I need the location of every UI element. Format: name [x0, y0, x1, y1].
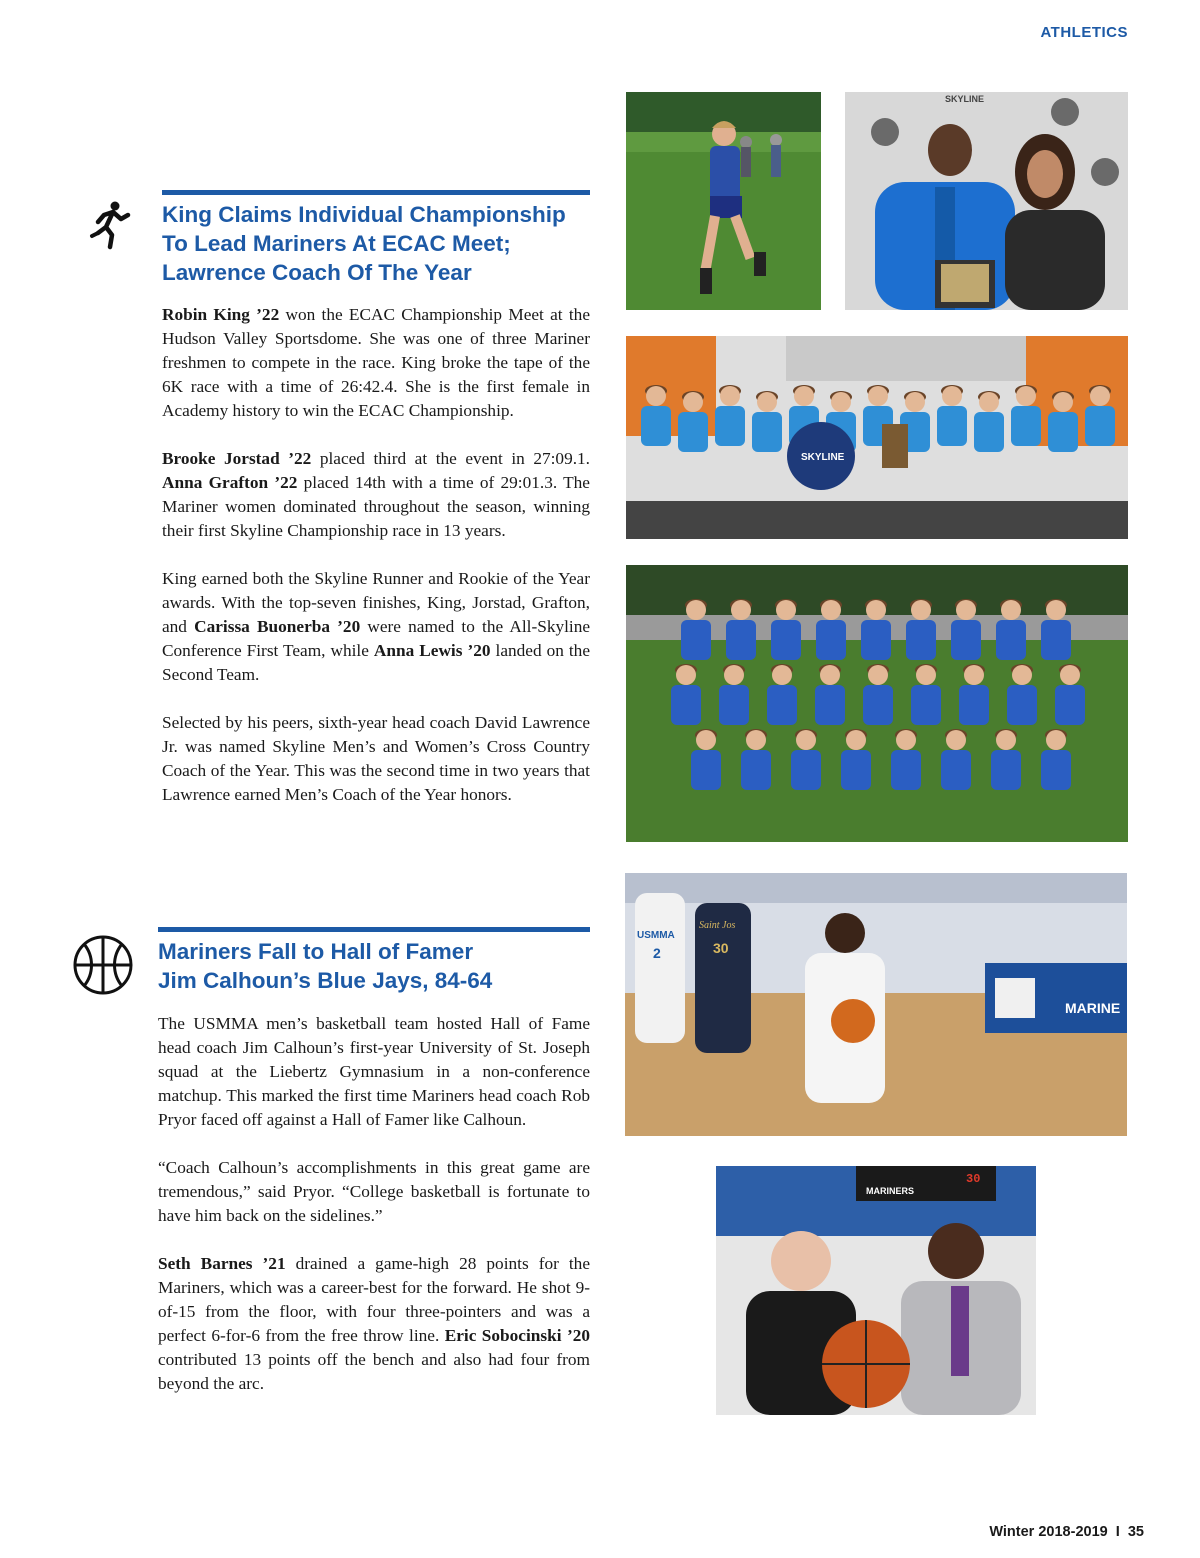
bold-name: Robin King ’22	[162, 305, 280, 324]
person-figure	[757, 392, 777, 412]
section-tag: ATHLETICS	[1040, 24, 1128, 41]
photo-coaches-basketball	[716, 1166, 1036, 1415]
photo-coach-award	[845, 92, 1128, 310]
person-figure	[1041, 750, 1071, 790]
person-figure	[841, 750, 871, 790]
opponent-jersey-text: Saint Jos	[699, 920, 736, 931]
article1-body	[162, 303, 590, 831]
person-figure	[991, 750, 1021, 790]
photo-runner	[626, 92, 821, 310]
opponent-jersey-number: 30	[713, 940, 729, 956]
person-figure	[676, 665, 696, 685]
footer-separator: I	[1115, 1524, 1120, 1540]
person-figure	[1012, 665, 1032, 685]
scoreboard-label: MARINERS	[866, 1186, 915, 1196]
person-figure	[964, 665, 984, 685]
person-figure	[937, 406, 967, 446]
bold-name: Anna Grafton ’22	[162, 473, 298, 492]
runner-icon	[88, 200, 134, 250]
person-figure	[942, 386, 962, 406]
gym-banner-text: MARINE	[1065, 1000, 1121, 1016]
person-figure	[1085, 406, 1115, 446]
person-figure	[831, 392, 851, 412]
person-figure	[1060, 665, 1080, 685]
person-figure	[741, 750, 771, 790]
article2-paragraph: The USMMA men’s basketball team hosted Hall of Fame head coach Jim Calhoun’s first-year University of St. Joseph squad at the Liebertz Gymnasium in a non-conference matchup. This marked the first time Mariners head coach Rob Pryor faced off against a Hall of Famer like Calhoun.	[158, 1014, 590, 1129]
person-figure	[791, 750, 821, 790]
person-figure	[641, 406, 671, 446]
person-figure	[1046, 600, 1066, 620]
person-figure	[686, 600, 706, 620]
person-figure	[861, 620, 891, 660]
person-figure	[821, 600, 841, 620]
person-figure	[956, 600, 976, 620]
person-figure	[863, 685, 893, 725]
person-figure	[719, 685, 749, 725]
person-figure	[959, 685, 989, 725]
backdrop-logo-text: SKYLINE	[945, 94, 985, 104]
bold-name: Seth Barnes ’21	[158, 1254, 286, 1273]
person-figure	[974, 412, 1004, 452]
person-figure	[796, 730, 816, 750]
person-figure	[916, 665, 936, 685]
headline-line: Jim Calhoun’s Blue Jays, 84-64	[158, 968, 493, 993]
person-figure	[815, 685, 845, 725]
person-figure	[646, 386, 666, 406]
page-number: 35	[1127, 1524, 1144, 1540]
person-figure	[691, 750, 721, 790]
bold-name: Carissa Buonerba ’20	[194, 617, 361, 636]
photo-womens-team	[626, 336, 1128, 539]
person-figure	[996, 620, 1026, 660]
person-figure	[868, 386, 888, 406]
person-figure	[846, 730, 866, 750]
person-figure	[772, 665, 792, 685]
person-figure	[1048, 412, 1078, 452]
person-figure	[1053, 392, 1073, 412]
person-figure	[866, 600, 886, 620]
person-figure	[1041, 620, 1071, 660]
photo-team-grass	[626, 565, 1128, 842]
person-figure	[1090, 386, 1110, 406]
person-figure	[896, 730, 916, 750]
person-figure	[1016, 386, 1036, 406]
page-footer	[989, 1524, 1144, 1540]
bold-name: Brooke Jorstad ’22	[162, 449, 312, 468]
person-figure	[941, 750, 971, 790]
headline-line: Mariners Fall to Hall of Famer	[158, 939, 474, 964]
article2-body	[158, 1012, 590, 1420]
person-figure	[794, 386, 814, 406]
photo-basketball-game	[625, 873, 1127, 1136]
jersey-number: 2	[653, 945, 661, 961]
person-figure	[696, 730, 716, 750]
bold-name: Eric Sobocinski ’20	[444, 1326, 590, 1345]
person-figure	[906, 620, 936, 660]
basketball-icon	[72, 934, 134, 996]
person-figure	[1001, 600, 1021, 620]
article2-paragraph: “Coach Calhoun’s accomplishments in this great game are tremendous,” said Pryor. “College basketball is fortunate to have him back on the sidelines.”	[158, 1158, 590, 1225]
article2-paragraph: Seth Barnes ’21 drained a game-high 28 points for the Mariners, which was a career-best for the forward. He shot 9-of-15 from the floor, with four three-pointers and was a perfect 6-for-6 from the free throw line. Eric Sobocinski ’20 contributed 13 points off the bench and also had four from beyond the arc.	[158, 1254, 590, 1393]
person-figure	[1011, 406, 1041, 446]
person-figure	[996, 730, 1016, 750]
person-figure	[1007, 685, 1037, 725]
person-figure	[681, 620, 711, 660]
person-figure	[816, 620, 846, 660]
person-figure	[720, 386, 740, 406]
person-figure	[771, 620, 801, 660]
person-figure	[746, 730, 766, 750]
issue-label: Winter 2018-2019	[989, 1524, 1108, 1540]
person-figure	[715, 406, 745, 446]
person-figure	[678, 412, 708, 452]
article2-rule	[158, 927, 590, 932]
person-figure	[776, 600, 796, 620]
person-figure	[979, 392, 999, 412]
article1-paragraph: Brooke Jorstad ’22 placed third at the event in 27:09.1. Anna Grafton ’22 placed 14th with a time of 29:01.3. The Mariner women dominated throughout the season, winning their first Skyline Championship race in 13 years.	[162, 449, 590, 540]
person-figure	[820, 665, 840, 685]
headline-line: King Claims Individual Championship	[162, 202, 566, 227]
bold-name: Anna Lewis ’20	[373, 641, 491, 660]
medallion-text: SKYLINE	[801, 452, 845, 463]
person-figure	[868, 665, 888, 685]
headline-line: Lawrence Coach Of The Year	[162, 260, 472, 285]
jersey-text: USMMA	[637, 930, 675, 941]
person-figure	[731, 600, 751, 620]
person-figure	[671, 685, 701, 725]
person-figure	[1046, 730, 1066, 750]
person-figure	[752, 412, 782, 452]
person-figure	[767, 685, 797, 725]
person-figure	[946, 730, 966, 750]
person-figure	[911, 600, 931, 620]
article1-paragraph: King earned both the Skyline Runner and Rookie of the Year awards. With the top-seven finishes, King, Jorstad, Grafton, and Carissa Buonerba ’20 were named to the All-Skyline Conference First Team, while Anna Lewis ’20 landed on the Second Team.	[162, 569, 591, 684]
article1-paragraph: Selected by his peers, sixth-year head coach David Lawrence Jr. was named Skyline Men’s and Women’s Cross Country Coach of the Year. This was the second time in two years that Lawrence earned Men’s Coach of the Year honors.	[162, 713, 590, 804]
scoreboard-score: 30	[966, 1172, 981, 1186]
person-figure	[891, 750, 921, 790]
person-figure	[683, 392, 703, 412]
article1-paragraph: Robin King ’22 won the ECAC Championship Meet at the Hudson Valley Sportsdome. She was one of three Mariner freshmen to compete in the race. King broke the tape of the 6K race with a time of 26:42.4. She is the first female in Academy history to win the ECAC Championship.	[162, 305, 590, 420]
person-figure	[911, 685, 941, 725]
person-figure	[726, 620, 756, 660]
person-figure	[951, 620, 981, 660]
article1-headline	[162, 200, 566, 287]
person-figure	[724, 665, 744, 685]
headline-line: To Lead Mariners At ECAC Meet;	[162, 231, 511, 256]
person-figure	[905, 392, 925, 412]
article1-rule	[162, 190, 590, 195]
person-figure	[1055, 685, 1085, 725]
article2-headline	[158, 937, 492, 995]
